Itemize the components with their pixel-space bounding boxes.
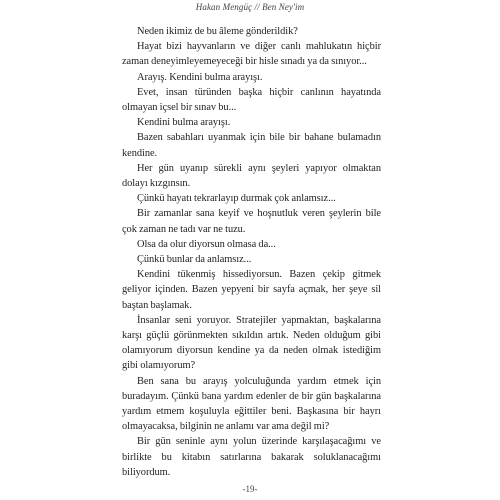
paragraph: İnsanlar seni yoruyor. Stratejiler yapmaktan, başkalarına karşı güçlü görünmekten sıkıldın artık. Neden olduğum gibi olamıyorum diyorsun kendine ya da neden olmak istediğim gibi olamıyorum? bbox=[122, 314, 381, 372]
paragraph: Hayat bizi hayvanların ve diğer canlı mahlukatın hiçbir zaman deneyimleyemeyeceği bir hisle sınadı ya da sınıyor... bbox=[122, 41, 381, 68]
paragraph: Çünkü bunlar da anlamsız... bbox=[137, 254, 252, 266]
paragraph: Kendini tükenmiş hissediyorsun. Bazen çekip gitmek geliyor içinden. Bazen yepyeni bir sayfa açmak, her şeye sil baştan başlamak. bbox=[122, 269, 381, 311]
running-header: Hakan Mengüç // Ben Ney'im bbox=[195, 2, 305, 12]
paragraph: Bir gün seninle aynı yolun üzerinde karşılaşacağımı ve birlikte bu kitabın satırlarına bakarak soluklanacağımı biliyordum. bbox=[122, 436, 381, 478]
paragraph: Neden ikimiz de bu âleme gönderildik? bbox=[137, 26, 298, 37]
paragraph: Olsa da olur diyorsun olmasa da... bbox=[137, 238, 276, 250]
page-number: -19- bbox=[242, 484, 258, 494]
paragraph: Çünkü hayatı tekrarlayıp durmak çok anlamsız... bbox=[137, 193, 336, 205]
paragraph: Her gün uyanıp sürekli aynı şeyleri yapıyor olmaktan dolayı kızgınsın. bbox=[122, 162, 381, 190]
paragraph: Arayış. Kendini bulma arayışı. bbox=[137, 71, 263, 83]
paragraph: Kendini bulma arayışı. bbox=[137, 117, 231, 129]
paragraph: Evet, insan türünden başka hiçbir canlının hayatında olmayan içsel bir sınav bu... bbox=[122, 86, 381, 114]
body-text bbox=[122, 24, 381, 480]
paragraph: Ben sana bu arayış yolculuğunda yardım etmek için buradayım. Çünkü bana yardım edenler de bir gün başkalarına yardım etmem koşuluyla eğittiler beni. Başkasına bir hayrı olmayacaksa, bilginin ne anlamı var ama değil mi? bbox=[122, 375, 381, 433]
paragraph: Bazen sabahları uyanmak için bile bir bahane bulamadın kendine. bbox=[122, 132, 381, 159]
paragraph: Bir zamanlar sana keyif ve hoşnutluk veren şeylerin bile çok zaman ne tadı var ne tuzu. bbox=[122, 208, 381, 235]
